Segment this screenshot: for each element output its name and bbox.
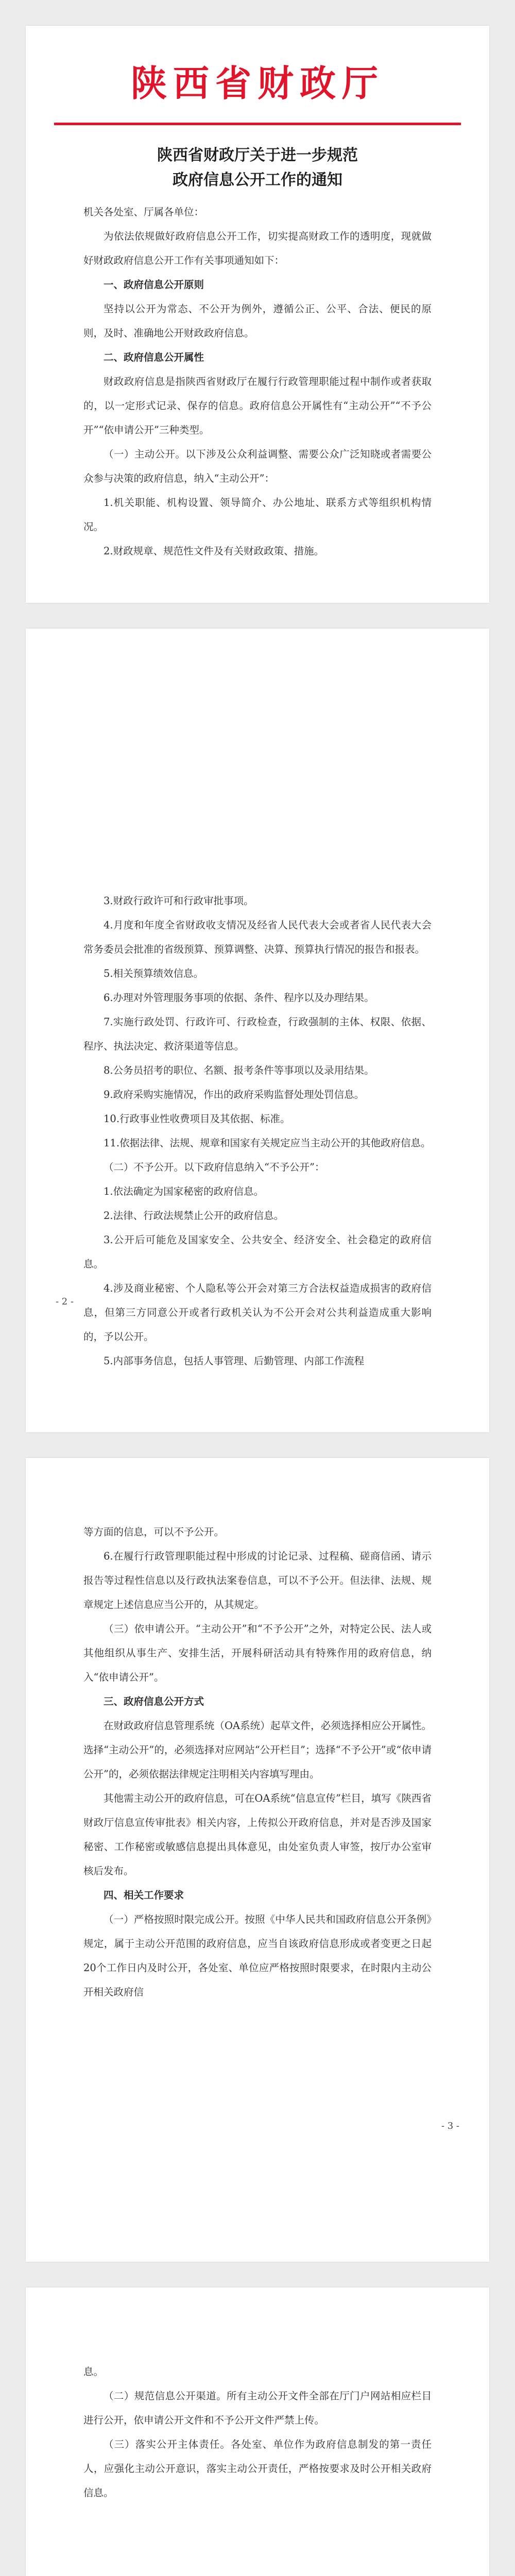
paragraph: 7.实施行政处罚、行政许可、行政检查，行政强制的主体、权限、依据、程序、执法决定、救济渠道等信息。 (83, 1016, 432, 1052)
page-4-body (83, 2360, 432, 2505)
addressee: 机关各处室、厅属各单位： (83, 206, 204, 218)
paragraph: 10.行政事业性收费项目及其依据、标准。 (104, 1113, 290, 1125)
page-1-body (83, 200, 432, 563)
section-heading: 一、政府信息公开原则 (104, 279, 204, 291)
paragraph: 在财政政府信息管理系统（OA系统）起草文件，必须选择相应公开属性。选择“主动公开”的，必须选择对应网站“公开栏目”；选择“不予公开”或“依申请公开”的，必须依据法律规定注明相关内容填写理由。 (83, 1720, 432, 1780)
paragraph: 8.公务员招考的职位、名额、报考条件等事项以及录用结果。 (104, 1064, 374, 1076)
paragraph: 4.涉及商业秘密、个人隐私等公开会对第三方合法权益造成损害的政府信息，但第三方同意公开或者行政机关认为不公开会对公共利益造成重大影响的，予以公开。 (83, 1282, 432, 1343)
paragraph: 11.依据法律、法规、规章和国家有关规定应当主动公开的其他政府信息。 (104, 1137, 431, 1149)
paragraph: 5.相关预算绩效信息。 (104, 968, 204, 979)
paragraph: （二）不予公开。以下政府信息纳入“不予公开”： (104, 1161, 325, 1173)
paragraph: 6.办理对外管理服务事项的依据、条件、程序以及办理结果。 (104, 992, 374, 1004)
page-number: - 2 - (56, 1296, 74, 1307)
paragraph: 财政政府信息是指陕西省财政厅在履行行政管理职能过程中制作或者获取的，以一定形式记录、保存的信息。政府信息公开属性有“主动公开”“不予公开”“依申请公开”三种类型。 (83, 376, 432, 436)
paragraph: （三）落实公开主体责任。各处室、单位作为政府信息制发的第一责任人，应强化主动公开意识，落实主动公开责任，严格按要求及时公开相关政府信息。 (83, 2438, 432, 2499)
document-title-line-1: 陕西省财政厅关于进一步规范 (157, 146, 358, 164)
paragraph: （二）规范信息公开渠道。所有主动公开文件全部在厅门户网站相应栏目进行公开，依申请公开文件和不予公开文件严禁上传。 (83, 2390, 432, 2426)
document-title (26, 143, 489, 193)
paragraph: 2.法律、行政法规禁止公开的政府信息。 (104, 1210, 284, 1222)
paragraph: （三）依申请公开。“主动公开”和“不予公开”之外，对特定公民、法人或其他组织从事生产、安排生活，开展科研活动具有特殊作用的政府信息，纳入“依申请公开”。 (83, 1623, 432, 1683)
paragraph: 1.依法确定为国家秘密的政府信息。 (104, 1185, 264, 1197)
paragraph: 2.财政规章、规范性文件及有关财政政策、措施。 (104, 545, 324, 557)
paragraph: 5.内部事务信息，包括人事管理、后勤管理、内部工作流程 (104, 1355, 365, 1367)
page-1 (26, 26, 489, 603)
paragraph: 9.政府采购实施情况，作出的政府采购监督处理处罚信息。 (104, 1089, 365, 1100)
document-title-line-2: 政府信息公开工作的通知 (173, 171, 342, 189)
page-3-body (83, 1520, 432, 2004)
section-heading: 四、相关工作要求 (104, 1889, 184, 1901)
page-2 (26, 629, 489, 1432)
paragraph: 息。 (83, 2366, 104, 2378)
page-number: - 3 - (441, 2121, 459, 2131)
paragraph: 3.公开后可能危及国家安全、公共安全、经济安全、社会稳定的政府信息。 (83, 1234, 432, 1270)
page-3 (26, 1458, 489, 2262)
letterhead-title: 陕西省财政厅 (131, 62, 384, 105)
paragraph: （一）严格按照时限完成公开。按照《中华人民共和国政府信息公开条例》规定，属于主动公开范围的政府信息，应当自该政府信息形成或者变更之日起20个工作日内及时公开，各处室、单位应严格按照时限要求，在时限内主动公开相关政府信 (83, 1913, 432, 1998)
section-heading: 三、政府信息公开方式 (104, 1696, 204, 1707)
paragraph: 坚持以公开为常态、不公开为例外，遵循公正、公平、合法、便民的原则，及时、准确地公开财政政府信息。 (83, 303, 432, 339)
page-2-body (83, 889, 432, 1373)
paragraph: （一）主动公开。以下涉及公众利益调整、需要公众广泛知晓或者需要公众参与决策的政府信息，纳入“主动公开”： (83, 448, 432, 484)
intro-paragraph: 为依法依规做好政府信息公开工作，切实提高财政工作的透明度，现就做好财政政府信息公开工作有关事项通知如下： (83, 230, 432, 266)
paragraph: 其他需主动公开的政府信息，可在OA系统“信息宣传”栏目，填写《陕西省财政厅信息宣传审批表》相关内容，上传拟公开政府信息，并对是否涉及国家秘密、工作秘密或敏感信息提出具体意见，由处室负责人审签，按厅办公室审核后发布。 (83, 1792, 432, 1877)
paragraph: 4.月度和年度全省财政收支情况及经省人民代表大会或者省人民代表大会常务委员会批准的省级预算、预算调整、决算、预算执行情况的报告和报表。 (83, 919, 432, 955)
paragraph: 3.财政行政许可和行政审批事项。 (104, 895, 254, 907)
page-4 (26, 2287, 489, 2576)
section-heading: 二、政府信息公开属性 (104, 351, 204, 363)
paragraph: 1.机关职能、机构设置、领导简介、办公地址、联系方式等组织机构情况。 (83, 497, 432, 533)
paragraph: 6.在履行行政管理职能过程中形成的讨论记录、过程稿、磋商信函、请示报告等过程性信息以及行政执法案卷信息，可以不予公开。但法律、法规、规章规定上述信息应当公开的，从其规定。 (83, 1550, 432, 1611)
paragraph: 等方面的信息，可以不予公开。 (83, 1526, 225, 1538)
letterhead-rule (54, 123, 461, 125)
